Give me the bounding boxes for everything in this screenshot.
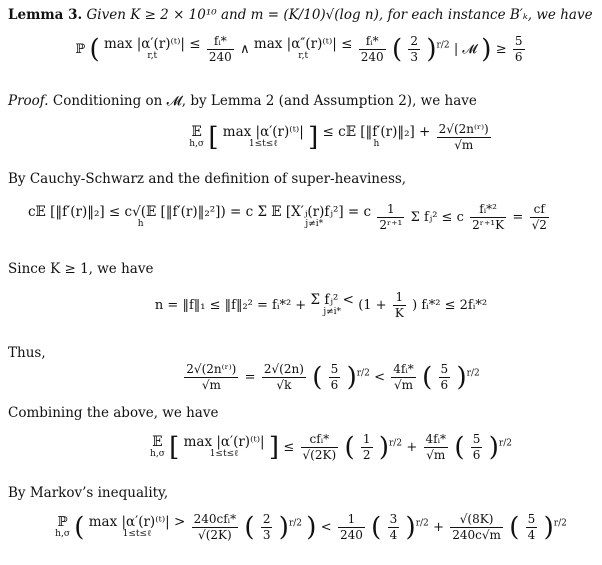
eq6-f1-num: 240cfᵢ* (193, 512, 237, 526)
eq2-equals: = (512, 210, 524, 225)
eq5-f4 (471, 432, 483, 463)
eq5-max (183, 433, 265, 460)
eq5-close-bracket: ] (268, 432, 280, 463)
open-paren: ( (89, 34, 100, 65)
prob-symbol: ℙ (75, 42, 86, 57)
eq1-open-bracket: [ (208, 122, 219, 153)
proof-intro: Conditioning on 𝓜, by Lemma 2 (and Assumption 2), we have (52, 93, 477, 109)
eq2-part1 (28, 203, 254, 230)
equation-2 (28, 202, 602, 233)
eq6-f5-num: √(8K) (450, 512, 503, 528)
eq4-f4 (391, 362, 416, 393)
conditioning: | 𝓜 (453, 42, 477, 57)
eq4-f1-num: 2√(2n⁽ʳ⁾) (186, 362, 237, 376)
eq6-open-paren-2: ( (244, 512, 255, 543)
eq4-exp-2: r/2 (466, 368, 480, 379)
eq4-f3-num: 5 (330, 362, 339, 376)
eq3-paren-a: (1 + (358, 298, 387, 313)
eq6-f2-num: 2 (262, 512, 271, 526)
eq6-P-sub: h,σ (55, 528, 70, 539)
eq4-f3 (329, 362, 341, 393)
eq1-E: 𝔼 (191, 123, 202, 140)
rhs-frac-den: 6 (514, 50, 523, 64)
eq2-frac1-num: 1 (377, 202, 404, 218)
eq5-inner: max |α′(r)⁽ᵗ⁾| (183, 433, 265, 450)
equation-4 (0, 362, 602, 393)
eq6-f3-num: 1 (338, 512, 365, 528)
frac-3-num: 2 (410, 34, 419, 48)
eq4-open-paren-2: ( (422, 362, 433, 393)
eq1-frac (437, 122, 491, 153)
eq6-f6 (526, 512, 538, 543)
eq5-f2 (361, 432, 373, 463)
frac-1-den: 240 (208, 50, 232, 64)
eq6-close-paren: ) (306, 512, 317, 543)
eq5-max-sub: 1≤t≤ℓ (209, 448, 239, 459)
wedge: ∧ (240, 42, 250, 57)
frac-3 (408, 34, 420, 65)
lemma-label: Lemma 3. (8, 7, 83, 23)
eq4-close-paren-2: ) (456, 362, 467, 393)
eq4-f5 (439, 362, 451, 393)
eq4-close-paren-1: ) (346, 362, 357, 393)
eq5-close-paren-2: ) (488, 432, 499, 463)
eq6-exp-1: r/2 (288, 518, 302, 529)
frac-2-den: 240 (360, 50, 384, 64)
eq4-f2-num: 2√(2n) (263, 362, 304, 376)
eq5-f1 (301, 432, 339, 463)
text-thus: Thus, (8, 345, 46, 361)
eq6-f4 (388, 512, 400, 543)
eq6-open-paren-4: ( (509, 512, 520, 543)
eq6-f6-num: 5 (527, 512, 536, 526)
eq5-f1-num: cfᵢ* (301, 432, 339, 448)
eq2-frac3 (530, 202, 549, 233)
eq3-lhs: n = ‖f‖₁ ≤ ‖f‖₂² = fᵢ*² + (154, 298, 307, 313)
eq5-open-bracket: [ (169, 432, 180, 463)
eq6-f6-den: 4 (527, 528, 536, 542)
eq3-frac (393, 290, 406, 321)
eq2-frac3-den: √2 (531, 218, 547, 232)
eq6-P: ℙ (57, 513, 68, 530)
eq6-open-paren-3: ( (371, 512, 382, 543)
eq4-f5-num: 5 (440, 362, 449, 376)
eq1-rhs (322, 123, 431, 150)
eq6-f1-den: √(2K) (198, 528, 232, 542)
eq4-open-paren-1: ( (312, 362, 323, 393)
eq1-max-sub: 1≤t≤ℓ (248, 138, 278, 149)
eq5-E-sub: h,σ (150, 448, 165, 459)
eq6-f3-den: 240 (339, 528, 363, 542)
eq4-f4-num: 4fᵢ* (393, 362, 414, 376)
eq5-f4-num: 5 (472, 432, 481, 446)
max-term-2-text: max |α″(r)⁽ᵗ⁾| ≤ (253, 35, 353, 52)
frac-2 (359, 34, 386, 65)
eq2-sum-text: Σ 𝔼 [X′ⱼ(r)fⱼ²] = c (257, 203, 372, 220)
eq1-max (222, 123, 304, 150)
eq2-frac2 (470, 202, 506, 233)
eq3-paren-b: ) fᵢ*² ≤ 2fᵢ*² (412, 298, 488, 313)
eq5-f1-den: √(2K) (302, 448, 337, 462)
rhs-frac (513, 34, 525, 65)
eq4-f5-den: 6 (440, 378, 449, 392)
eq5-f2-den: 2 (362, 448, 371, 462)
eq2-p1: c𝔼 [‖f′(r)‖₂] ≤ c√(𝔼 [‖f′(r)‖₂²]) = c (28, 203, 254, 220)
eq6-exp-2: r/2 (415, 518, 429, 529)
lemma-statement: Given K ≥ 2 × 10¹⁰ and m = (K/10)√(log n), for each instance B′ₖ, we have (86, 7, 593, 23)
eq6-f4-den: 4 (389, 528, 398, 542)
open-paren-inner: ( (391, 34, 403, 65)
eq3-sum-sub: j≠i* (323, 306, 342, 317)
eq1-E-sub: h,σ (189, 138, 205, 149)
eq5-f3-num: 4fᵢ* (425, 432, 447, 446)
eq3-frac-num: 1 (393, 290, 406, 306)
eq5-f2-num: 1 (362, 432, 371, 446)
eq6-f2-den: 3 (262, 528, 271, 542)
eq2-sub-h: h (137, 218, 144, 229)
eq5-exp-2: r/2 (498, 438, 512, 449)
eq6-exp-3: r/2 (553, 518, 567, 529)
eq6-f3 (338, 512, 365, 543)
eq5-f4-den: 6 (472, 448, 481, 462)
text-markov: By Markov’s inequality, (8, 485, 169, 501)
eq6-max-sub: 1≤t≤ℓ (122, 528, 152, 539)
eq6-prob (55, 513, 70, 540)
eq1-frac-num: 2√(2n⁽ʳ⁾) (438, 122, 489, 136)
eq4-exp-1: r/2 (356, 368, 370, 379)
eq5-f3 (424, 432, 449, 463)
geq: ≥ (495, 42, 507, 57)
eq1-close-bracket: ] (308, 122, 319, 153)
equation-1 (0, 122, 602, 153)
eq2-frac1-den: 2ʳ⁺¹ (379, 218, 403, 232)
eq1-rhs-sub: h (373, 138, 380, 149)
max-term-1-text: max |α′(r)⁽ᵗ⁾| ≤ (103, 35, 201, 52)
close-paren: ) (481, 34, 492, 65)
eq4-f2-den: √k (276, 378, 292, 392)
eq1-frac-den: √m (454, 138, 474, 152)
equation-3 (0, 290, 602, 321)
proof-label: Proof. (8, 93, 49, 109)
eq2-frac2-num: fᵢ*² (470, 202, 506, 218)
text-cauchy-schwarz: By Cauchy-Schwarz and the definition of super-heaviness, (8, 171, 407, 187)
max-term-2 (253, 35, 353, 62)
eq6-lt: < (320, 520, 332, 535)
eq6-close-paren-4: ) (543, 512, 554, 543)
eq5-exp-1: r/2 (388, 438, 403, 449)
eq6-inner: max |α′(r)⁽ᵗ⁾| > (88, 513, 186, 530)
eq6-f1 (192, 512, 238, 543)
eq5-close-paren-1: ) (378, 432, 389, 463)
lemma-statement-line (8, 6, 593, 24)
equation-5 (0, 432, 602, 463)
eq3-frac-den: K (394, 306, 404, 320)
eq4-f1-den: √m (201, 378, 221, 392)
rhs-frac-num: 5 (514, 34, 523, 48)
lemma-equation (0, 34, 602, 65)
equation-6 (0, 512, 602, 543)
eq2-frac3-num: cf (530, 202, 549, 218)
exponent: r/2 (436, 40, 450, 51)
eq6-plus: + (433, 520, 444, 535)
eq6-close-paren-2: ) (278, 512, 289, 543)
eq5-expectation (150, 433, 165, 460)
eq4-f2 (262, 362, 306, 393)
eq3-sum (310, 291, 354, 318)
eq2-sum1 (257, 203, 372, 230)
eq4-f4-den: √m (394, 378, 414, 392)
eq5-E: 𝔼 (152, 433, 163, 450)
eq2-sum-sub: j≠i* (305, 218, 324, 229)
eq4-f1 (184, 362, 238, 393)
frac-1-num: fᵢ* (207, 34, 234, 50)
eq6-f5-den: 240c√m (452, 528, 501, 542)
eq5-leq: ≤ (283, 440, 295, 455)
eq5-open-paren-2: ( (454, 432, 465, 463)
eq2-frac2-den: 2ʳ⁺¹K (472, 218, 505, 232)
frac-3-den: 3 (410, 50, 419, 64)
eq2-frac1 (377, 202, 404, 233)
max-term-1 (103, 35, 201, 62)
eq1-inner: max |α′(r)⁽ᵗ⁾| (222, 123, 304, 140)
eq5-f3-den: √m (426, 448, 446, 462)
eq6-f2 (261, 512, 273, 543)
max-term-2-sub: r,t (298, 50, 309, 61)
eq3-sum-text: Σ fⱼ² < (310, 291, 354, 308)
eq6-open-paren: ( (74, 512, 85, 543)
eq1-expectation (189, 123, 205, 150)
close-paren-inner: ) (426, 34, 437, 65)
eq4-f3-den: 6 (330, 378, 339, 392)
eq5-plus: + (406, 440, 418, 455)
frac-1 (207, 34, 234, 65)
eq6-f4-num: 3 (389, 512, 398, 526)
text-combining: Combining the above, we have (8, 405, 219, 421)
eq4-equals: = (244, 370, 256, 385)
eq6-f5 (450, 512, 503, 543)
eq1-rhs-text: ≤ c𝔼 [‖f′(r)‖₂] + (322, 123, 431, 140)
eq5-open-paren-1: ( (344, 432, 355, 463)
text-since-k: Since K ≥ 1, we have (8, 261, 154, 277)
eq4-lt: < (374, 370, 385, 385)
proof-intro-line (8, 92, 477, 110)
frac-2-num: fᵢ* (359, 34, 386, 50)
max-term-1-sub: r,t (147, 50, 158, 61)
eq2-sum2: Σ fⱼ² ≤ c (410, 210, 464, 225)
eq6-close-paren-3: ) (405, 512, 416, 543)
eq6-max (88, 513, 186, 540)
